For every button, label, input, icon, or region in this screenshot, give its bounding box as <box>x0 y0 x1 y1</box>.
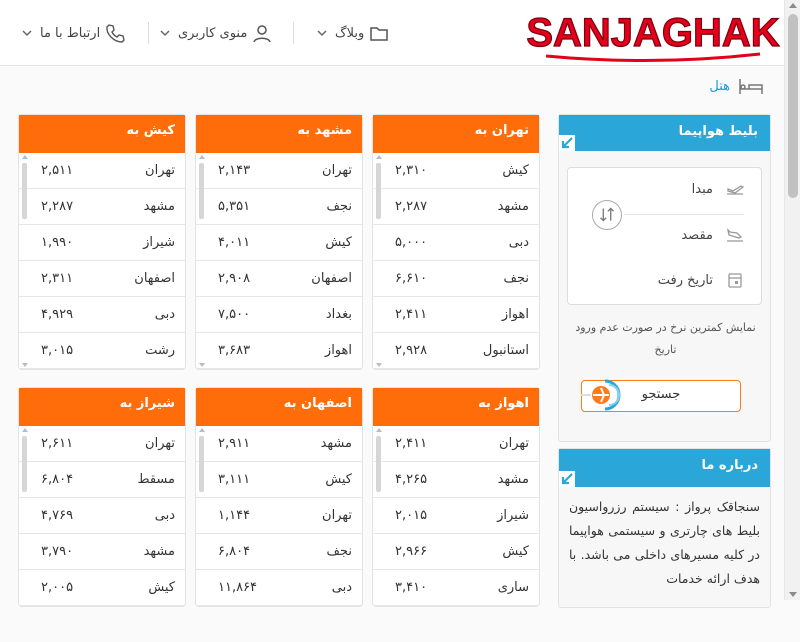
table-row[interactable] <box>373 570 539 606</box>
row-price: ۵,۰۰۰ <box>395 235 428 250</box>
row-price: ۱,۱۴۴ <box>218 508 251 523</box>
row-price: ۲,۳۱۰ <box>395 163 428 178</box>
chevron-down-icon <box>20 26 34 40</box>
table-row[interactable] <box>19 570 185 606</box>
row-price: ۲,۵۱۱ <box>41 163 74 178</box>
card-scrollbar[interactable] <box>375 426 382 642</box>
row-price: ۱,۹۹۰ <box>41 235 74 250</box>
table-row[interactable] <box>373 225 539 261</box>
breadcrumb[interactable] <box>709 76 764 96</box>
route-card-mashhad <box>195 114 363 370</box>
nav-user-menu[interactable] <box>158 20 273 46</box>
nav-user-menu-label: منوی کاربری <box>178 25 248 41</box>
takeoff-icon <box>725 180 745 198</box>
row-city: دبی <box>331 580 352 595</box>
row-price: ۶,۶۱۰ <box>395 271 428 286</box>
table-row[interactable] <box>373 153 539 189</box>
table-row[interactable] <box>19 153 185 189</box>
row-price: ۵,۳۵۱ <box>218 199 251 214</box>
row-city: مشهد <box>320 436 352 451</box>
row-city: دبی <box>508 235 529 250</box>
card-title: اهواز به <box>373 388 539 426</box>
row-price: ۲,۳۱۱ <box>41 271 74 286</box>
table-row[interactable] <box>196 153 362 189</box>
nav-divider <box>293 22 294 44</box>
table-row[interactable] <box>19 462 185 498</box>
destination-field[interactable] <box>681 226 745 244</box>
row-city: دبی <box>154 508 175 523</box>
card-title: کیش به <box>19 115 185 153</box>
row-city: اهواز <box>324 343 352 358</box>
row-price: ۲,۰۱۵ <box>395 508 428 523</box>
row-city: تهران <box>322 163 352 178</box>
row-city: دبی <box>154 307 175 322</box>
row-city: تهران <box>322 508 352 523</box>
route-card-isfahan <box>195 387 363 607</box>
origin-field[interactable] <box>692 180 745 198</box>
table-row[interactable] <box>373 426 539 462</box>
row-city: مشهد <box>143 544 175 559</box>
row-city: رشت <box>145 343 175 358</box>
row-price: ۶,۸۰۴ <box>218 544 251 559</box>
route-card-shiraz <box>18 387 186 607</box>
departure-date-field[interactable] <box>658 271 745 289</box>
flight-panel-title: بلیط هواپیما <box>678 124 758 139</box>
row-price: ۷,۵۰۰ <box>218 307 251 322</box>
lowest-fare-note: نمایش کمترین نرخ در صورت عدم ورود تاریخ <box>575 321 756 356</box>
row-price: ۴,۲۶۵ <box>395 472 428 487</box>
row-price: ۲,۴۱۱ <box>395 436 428 451</box>
table-row[interactable] <box>19 189 185 225</box>
table-row[interactable] <box>196 333 362 369</box>
table-row[interactable] <box>19 261 185 297</box>
row-price: ۳,۱۱۱ <box>218 472 251 487</box>
table-row[interactable] <box>196 570 362 606</box>
row-city: تهران <box>499 436 529 451</box>
phone-icon <box>104 22 126 44</box>
swap-route-button[interactable] <box>592 200 622 230</box>
row-city: ساری <box>497 580 529 595</box>
row-city: کیش <box>148 580 175 595</box>
folder-icon <box>368 22 390 44</box>
about-panel-title: درباره ما <box>701 458 758 473</box>
row-city: کیش <box>325 235 352 250</box>
nav-blog[interactable] <box>315 20 390 46</box>
scroll-down-icon[interactable] <box>789 592 797 597</box>
panel-title <box>559 115 770 151</box>
chevron-down-icon <box>315 26 329 40</box>
table-row[interactable] <box>196 189 362 225</box>
calendar-icon <box>725 271 745 289</box>
about-panel <box>558 448 771 608</box>
card-scrollbar[interactable] <box>21 153 28 369</box>
table-row[interactable] <box>196 498 362 534</box>
row-price: ۴,۹۲۹ <box>41 307 74 322</box>
route-card-kish <box>18 114 186 370</box>
nav-contact-label: ارتباط با ما <box>40 25 101 41</box>
row-price: ۲,۱۴۳ <box>218 163 251 178</box>
card-title: اصفهان به <box>196 388 362 426</box>
table-row[interactable] <box>19 426 185 462</box>
destination-label: مقصد <box>681 227 713 243</box>
row-city: تهران <box>145 436 175 451</box>
row-city: تهران <box>145 163 175 178</box>
table-row[interactable] <box>19 498 185 534</box>
route-card-tehran <box>372 114 540 370</box>
breadcrumb-hotel[interactable]: هتل <box>709 78 730 94</box>
table-row[interactable] <box>373 189 539 225</box>
site-header <box>0 0 784 66</box>
table-row[interactable] <box>373 261 539 297</box>
table-row[interactable] <box>373 534 539 570</box>
row-price: ۳,۶۸۳ <box>218 343 251 358</box>
card-scrollbar[interactable] <box>375 153 382 369</box>
row-city: شیراز <box>497 508 529 523</box>
logo-text: SANJAGHAK <box>526 11 780 55</box>
row-city: مشهد <box>497 472 529 487</box>
row-city: نجف <box>326 544 352 559</box>
row-city: اصفهان <box>311 271 352 286</box>
row-price: ۱۱,۸۶۴ <box>218 580 258 595</box>
sanjaghak-logo[interactable] <box>526 4 780 64</box>
table-row[interactable] <box>196 426 362 462</box>
panel-title <box>559 449 770 487</box>
route-card-ahvaz <box>372 387 540 607</box>
card-title: مشهد به <box>196 115 362 153</box>
row-city: مسقط <box>137 472 175 487</box>
row-price: ۲,۲۸۷ <box>395 199 428 214</box>
row-price: ۳,۴۱۰ <box>395 580 428 595</box>
card-scrollbar[interactable] <box>21 426 28 642</box>
row-price: ۲,۶۱۱ <box>41 436 74 451</box>
table-row[interactable] <box>373 297 539 333</box>
row-city: مشهد <box>143 199 175 214</box>
row-city: کیش <box>325 472 352 487</box>
origin-label: مبدا <box>691 181 713 197</box>
row-price: ۲,۹۱۱ <box>218 436 251 451</box>
row-price: ۴,۷۶۹ <box>41 508 74 523</box>
user-icon <box>251 22 273 44</box>
row-city: اصفهان <box>134 271 175 286</box>
page-scrollbar[interactable] <box>784 0 800 600</box>
row-city: مشهد <box>497 199 529 214</box>
row-city: نجف <box>503 271 529 286</box>
landing-icon <box>725 226 745 244</box>
departure-date-label: تاریخ رفت <box>657 272 713 288</box>
plane-icon <box>579 375 625 415</box>
row-price: ۲,۹۲۸ <box>395 343 428 358</box>
row-city: اهواز <box>501 307 529 322</box>
about-text: سنجاقک پرواز : سیستم رزرواسیون بلیط های چارتری و سیستمی هواپیما در کلیه مسیرهای داخلی می باشد. با هدف ارائه خدمات <box>569 499 760 586</box>
row-price: ۲,۹۶۶ <box>395 544 428 559</box>
table-row[interactable] <box>196 462 362 498</box>
corner-arrow-icon <box>559 135 575 151</box>
table-row[interactable] <box>19 333 185 369</box>
table-row[interactable] <box>196 261 362 297</box>
row-city: کیش <box>502 163 529 178</box>
row-city: نجف <box>326 199 352 214</box>
table-row[interactable] <box>373 333 539 369</box>
bed-icon <box>738 76 764 96</box>
row-price: ۶,۸۰۴ <box>41 472 74 487</box>
flight-search-panel <box>558 114 771 442</box>
row-price: ۳,۷۹۰ <box>41 544 74 559</box>
scroll-up-icon[interactable] <box>789 3 797 8</box>
scrollbar-thumb[interactable] <box>788 14 798 198</box>
nav-divider <box>148 22 149 44</box>
card-title: شیراز به <box>19 388 185 426</box>
search-button-label: جستجو <box>641 387 681 402</box>
card-scrollbar[interactable] <box>198 153 205 369</box>
row-city: بغداد <box>325 307 352 322</box>
chevron-down-icon <box>158 26 172 40</box>
field-divider <box>624 214 744 215</box>
card-title: تهران به <box>373 115 539 153</box>
swap-icon <box>593 201 621 229</box>
row-price: ۲,۹۰۸ <box>218 271 251 286</box>
nav-contact[interactable] <box>20 20 126 46</box>
nav-blog-label: وبلاگ <box>335 25 365 41</box>
table-row[interactable] <box>373 462 539 498</box>
row-city: کیش <box>502 544 529 559</box>
row-city: شیراز <box>143 235 175 250</box>
row-price: ۲,۰۰۵ <box>41 580 74 595</box>
table-row[interactable] <box>196 225 362 261</box>
row-price: ۳,۰۱۵ <box>41 343 74 358</box>
flight-search-form <box>567 167 762 305</box>
table-row[interactable] <box>196 297 362 333</box>
card-scrollbar[interactable] <box>198 426 205 642</box>
row-city: استانبول <box>482 343 529 358</box>
corner-arrow-icon <box>559 471 575 487</box>
table-row[interactable] <box>373 498 539 534</box>
row-price: ۴,۰۱۱ <box>218 235 251 250</box>
row-price: ۲,۴۱۱ <box>395 307 428 322</box>
table-row[interactable] <box>19 534 185 570</box>
table-row[interactable] <box>196 534 362 570</box>
table-row[interactable] <box>19 297 185 333</box>
table-row[interactable] <box>19 225 185 261</box>
row-price: ۲,۲۸۷ <box>41 199 74 214</box>
